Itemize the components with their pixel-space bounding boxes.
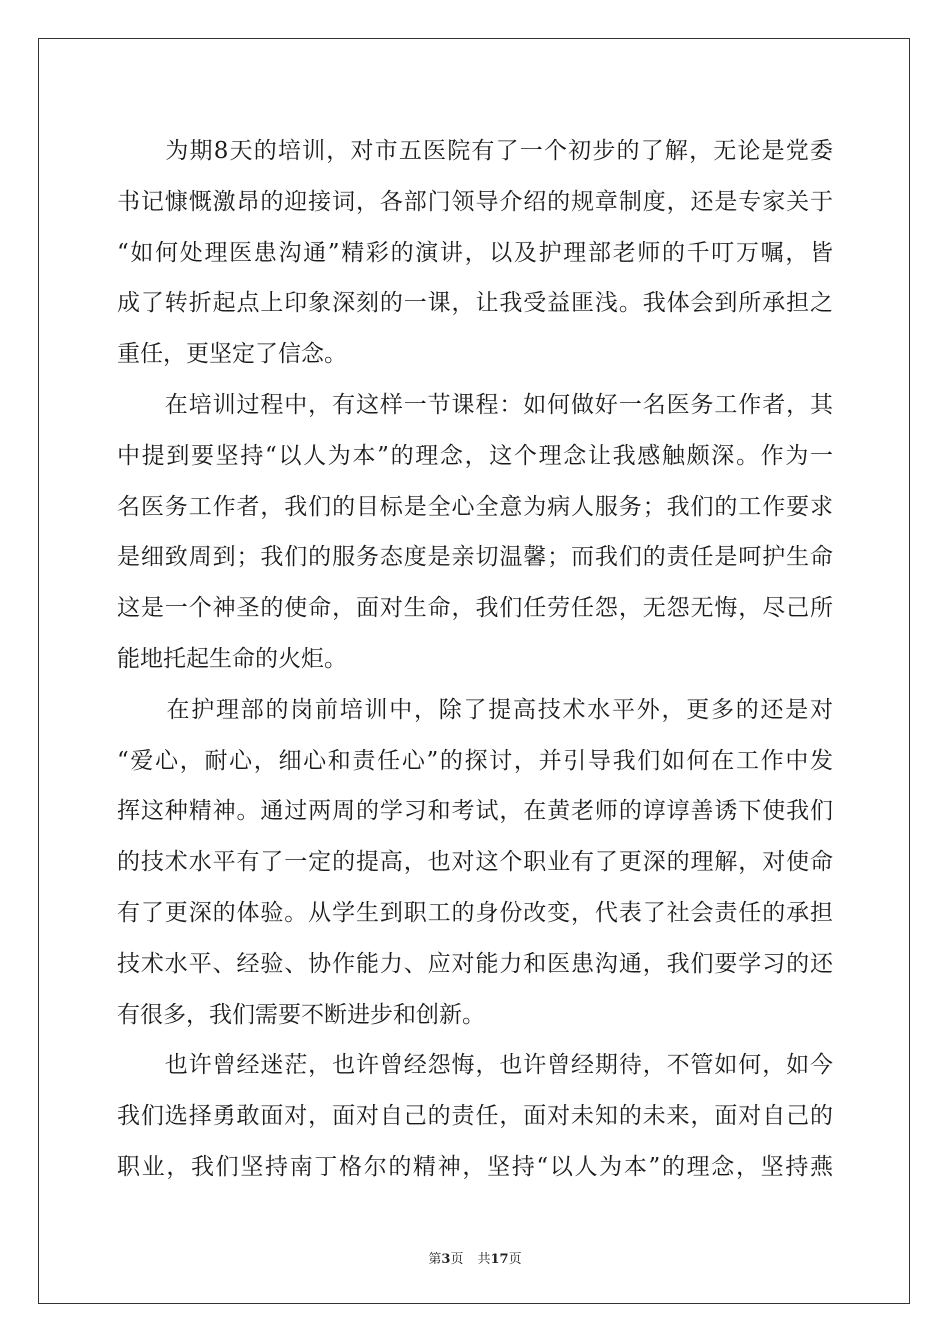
text-line: “如何处理医患沟通”精彩的演讲，以及护理部老师的千叮万嘱，皆 [117, 239, 833, 266]
text-line: 中提到要坚持“以人为本”的理念，这个理念让我感触颇深。作为一 [117, 442, 833, 469]
text-line: 技术水平、经验、协作能力、应对能力和医患沟通，我们要学习的还 [117, 950, 833, 977]
paragraph-4 [117, 1040, 833, 1192]
total-pages: 17 [490, 1252, 509, 1267]
text-line: 这是一个神圣的使命，面对生命，我们任劳任怨，无怨无悔，尽己所 [117, 595, 833, 622]
text-line: 有了更深的体验。从学生到职工的身份改变，代表了社会责任的承担 [117, 899, 833, 926]
total-prefix: 共 [477, 1252, 491, 1267]
text-line: 成了转折起点上印象深刻的一课，让我受益匪浅。我体会到所承担之 [117, 290, 833, 317]
document-body [117, 126, 833, 1193]
text-line: 重任，更坚定了信念。 [117, 341, 347, 368]
text-line: 能地托起生命的火炬。 [117, 645, 347, 672]
text-line: 为期8天的培训，对市五医院有了一个初步的了解，无论是党委 [117, 138, 833, 164]
text-line: 名医务工作者，我们的目标是全心全意为病人服务；我们的工作要求 [117, 493, 833, 520]
text-line: 在护理部的岗前培训中，除了提高技术水平外，更多的还是对 [117, 696, 833, 723]
text-line: 书记慷慨激昂的迎接词，各部门领导介绍的规章制度，还是专家关于 [117, 188, 833, 215]
text-line: 我们选择勇敢面对，面对自己的责任，面对未知的未来，面对自己的 [117, 1103, 833, 1130]
paragraph-2 [117, 380, 833, 685]
paragraph-1 [117, 126, 833, 380]
paragraph-3 [117, 685, 833, 1041]
text-line: 职业，我们坚持南丁格尔的精神，坚持“以人为本”的理念，坚持燕 [117, 1153, 833, 1180]
page-number: 3 [441, 1252, 451, 1267]
page-footer [0, 1248, 950, 1267]
text-line: 挥这种精神。通过两周的学习和考试，在黄老师的谆谆善诱下使我们 [117, 798, 833, 825]
text-line: “爱心，耐心，细心和责任心”的探讨，并引导我们如何在工作中发 [117, 747, 833, 774]
total-suffix: 页 [508, 1252, 522, 1267]
page-suffix: 页 [450, 1252, 464, 1267]
page-prefix: 第 [428, 1252, 442, 1267]
text-line: 也许曾经迷茫，也许曾经怨悔，也许曾经期待，不管如何，如今 [117, 1052, 833, 1079]
text-line: 有很多，我们需要不断进步和创新。 [117, 1001, 485, 1028]
text-line: 是细致周到；我们的服务态度是亲切温馨；而我们的责任是呵护生命 [117, 544, 833, 571]
text-line: 在培训过程中，有这样一节课程：如何做好一名医务工作者，其 [117, 391, 833, 418]
text-line: 的技术水平有了一定的提高，也对这个职业有了更深的理解，对使命 [117, 849, 833, 876]
